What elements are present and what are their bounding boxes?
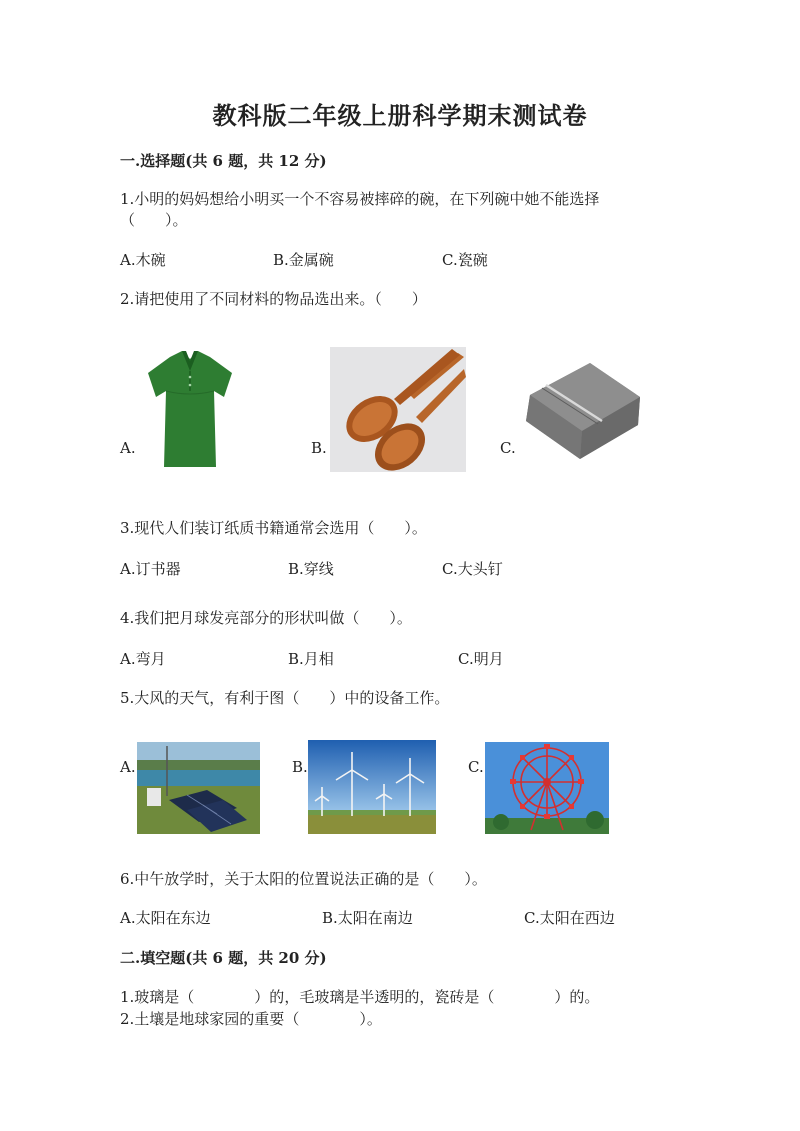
fill-question-2: 2.土壤是地球家园的重要（ ）。 [120,1010,382,1028]
question-2-text: 2.请把使用了不同材料的物品选出来。（ ） [120,290,427,308]
question-3-option-c: C.大头钉 [442,560,503,578]
section-heading-fill-blank: 二.填空题(共 6 题，共 20 分) [120,949,327,967]
fill-question-1: 1.玻璃是（ ）的，毛玻璃是半透明的，瓷砖是（ ）的。 [120,988,600,1006]
section-heading-choice: 一.选择题(共 6 题，共 12 分) [120,152,327,170]
question-1-blank: （ ）。 [120,211,188,229]
question-5-option-b: B. [292,758,308,776]
question-6-text: 6.中午放学时，关于太阳的位置说法正确的是（ ）。 [120,870,487,888]
wooden-spoons-image [330,347,466,472]
question-6-option-c: C.太阳在西边 [524,909,615,927]
green-polo-shirt-image [140,345,240,470]
question-2-option-c: C. [500,439,516,457]
question-5-text: 5.大风的天气，有利于图（ ）中的设备工作。 [120,689,450,707]
question-3-option-a: A.订书器 [120,560,181,578]
gray-folded-towel-image [520,355,645,465]
ferris-wheel-image [485,742,609,834]
question-4-option-c: C.明月 [458,650,504,668]
question-1-text: 1.小明的妈妈想给小明买一个不容易被摔碎的碗，在下列碗中她不能选择 [120,190,600,208]
question-1-option-a: A.木碗 [120,251,166,269]
question-6-option-b: B.太阳在南边 [322,909,413,927]
question-5-option-a: A. [120,758,136,776]
question-4-option-a: A.弯月 [120,650,166,668]
wind-turbines-image [308,740,436,834]
question-3-option-b: B.穿线 [288,560,334,578]
question-2-option-b: B. [311,439,327,457]
question-5-option-c: C. [468,758,484,776]
question-6-option-a: A.太阳在东边 [120,909,211,927]
question-1-option-b: B.金属碗 [273,251,334,269]
question-3-text: 3.现代人们装订纸质书籍通常会选用（ ）。 [120,519,427,537]
page-title: 教科版二年级上册科学期末测试卷 [212,101,588,130]
question-4-option-b: B.月相 [288,650,334,668]
solar-panels-image [137,742,260,834]
question-2-option-a: A. [120,439,136,457]
question-1-option-c: C.瓷碗 [442,251,488,269]
question-4-text: 4.我们把月球发亮部分的形状叫做（ ）。 [120,609,412,627]
